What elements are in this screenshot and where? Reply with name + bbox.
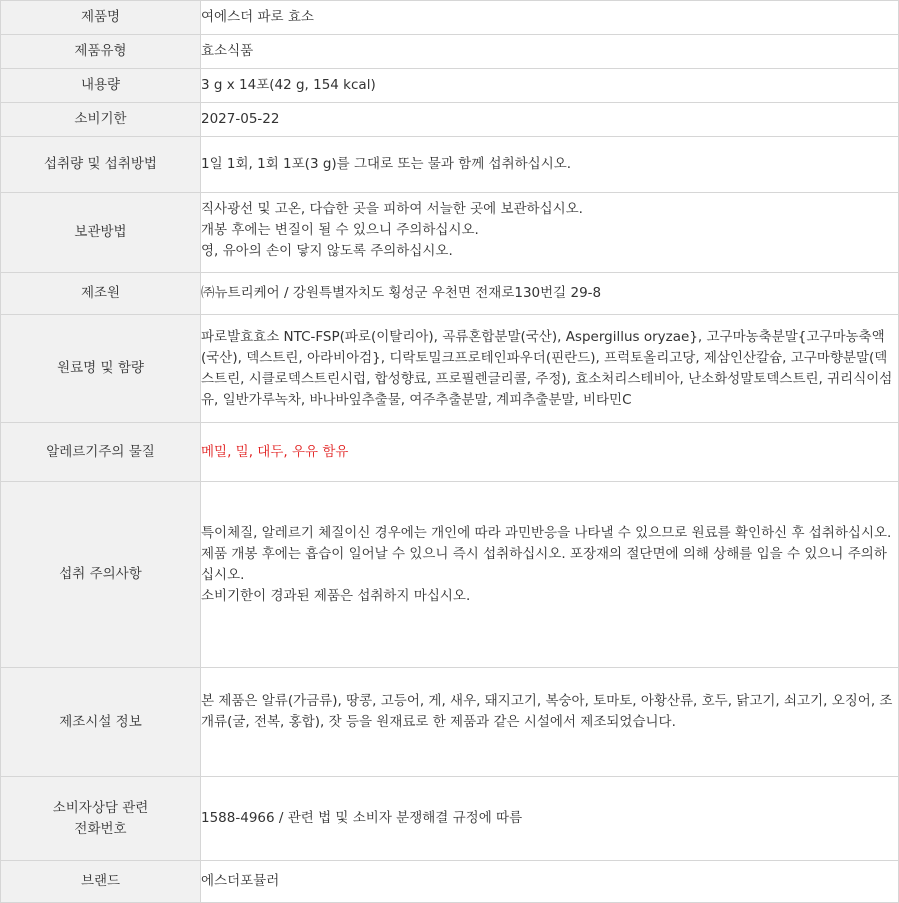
row-facility-info	[1, 668, 899, 777]
label-storage-method: 보관방법	[1, 193, 201, 273]
row-ingredients	[1, 315, 899, 423]
label-consumer-phone: 소비자상담 관련 전화번호	[1, 777, 201, 861]
row-net-content	[1, 69, 899, 103]
value-manufacturer: ㈜뉴트리케어 / 강원특별자치도 횡성군 우천면 전재로130번길 29-8	[201, 273, 899, 315]
row-intake-method	[1, 137, 899, 193]
value-allergens: 메밀, 밀, 대두, 우유 함유	[201, 443, 349, 460]
row-storage-method	[1, 193, 899, 273]
row-product-name	[1, 1, 899, 35]
value-facility-info: 본 제품은 알류(가금류), 땅콩, 고등어, 게, 새우, 돼지고기, 복숭아, 토마토, 아황산류, 호두, 닭고기, 쇠고기, 오징어, 조개류(굴, 전복, 홍합), 잣 등을 원재료로 한 제품과 같은 시설에서 제조되었습니다.	[201, 693, 893, 730]
label-brand: 브랜드	[1, 861, 201, 903]
label-allergens: 알레르기주의 물질	[1, 423, 201, 482]
label-intake-cautions: 섭취 주의사항	[1, 482, 201, 668]
row-consumer-phone	[1, 777, 899, 861]
label-net-content: 내용량	[1, 69, 201, 103]
label-manufacturer: 제조원	[1, 273, 201, 315]
label-product-type: 제품유형	[1, 35, 201, 69]
value-intake-method: 1일 1회, 1회 1포(3 g)를 그대로 또는 물과 함께 섭취하십시오.	[201, 137, 899, 193]
value-product-type: 효소식품	[201, 35, 899, 69]
row-brand	[1, 861, 899, 903]
value-net-content: 3 g x 14포(42 g, 154 kcal)	[201, 69, 899, 103]
row-intake-cautions	[1, 482, 899, 668]
row-expiration-date	[1, 103, 899, 137]
label-intake-method: 섭취량 및 섭취방법	[1, 137, 201, 193]
row-product-type	[1, 35, 899, 69]
row-allergens	[1, 423, 899, 482]
row-manufacturer	[1, 273, 899, 315]
value-expiration-date: 2027-05-22	[201, 103, 899, 137]
label-ingredients: 원료명 및 함량	[1, 315, 201, 423]
value-ingredients: 파로발효효소 NTC-FSP(파로(이탈리아), 곡류혼합분말(국산), Aspergillus oryzae}, 고구마농축분말{고구마농축액(국산), 덱스트린, 아라비아검}, 디락토밀크프로테인파우더(핀란드), 프럭토올리고당, 제삼인산칼슘, 고구마향분말(덱스트린, 시클로덱스트린시럽, 합성향료, 프로필렌글리콜, 주정), 효소처리스테비아, 난소화성말토덱스트린, 귀리식이섬유, 일반가루녹차, 바나바잎추출물, 여주추출분말, 계피추출분말, 비타민C	[201, 315, 899, 423]
value-product-name: 여에스더 파로 효소	[201, 1, 899, 35]
value-storage-method: 직사광선 및 고온, 다습한 곳을 피하여 서늘한 곳에 보관하십시오. 개봉 후에는 변질이 될 수 있으니 주의하십시오. 영, 유아의 손이 닿지 않도록 주의하십시오.	[201, 201, 583, 259]
label-expiration-date: 소비기한	[1, 103, 201, 137]
value-brand: 에스더포뮬러	[201, 861, 899, 903]
label-facility-info: 제조시설 정보	[1, 668, 201, 777]
value-intake-cautions: 특이체질, 알레르기 체질이신 경우에는 개인에 따라 과민반응을 나타낼 수 있으므로 원료를 확인하신 후 섭취하십시오. 제품 개봉 후에는 흡습이 일어날 수 있으니 즉시 섭취하십시오. 포장재의 절단면에 의해 상해를 입을 수 있으니 주의하십시오. 소비기한이 경과된 제품은 섭취하지 마십시오.	[201, 524, 892, 604]
value-consumer-phone: 1588-4966 / 관련 법 및 소비자 분쟁해결 규정에 따름	[201, 777, 899, 861]
label-product-name: 제품명	[1, 1, 201, 35]
